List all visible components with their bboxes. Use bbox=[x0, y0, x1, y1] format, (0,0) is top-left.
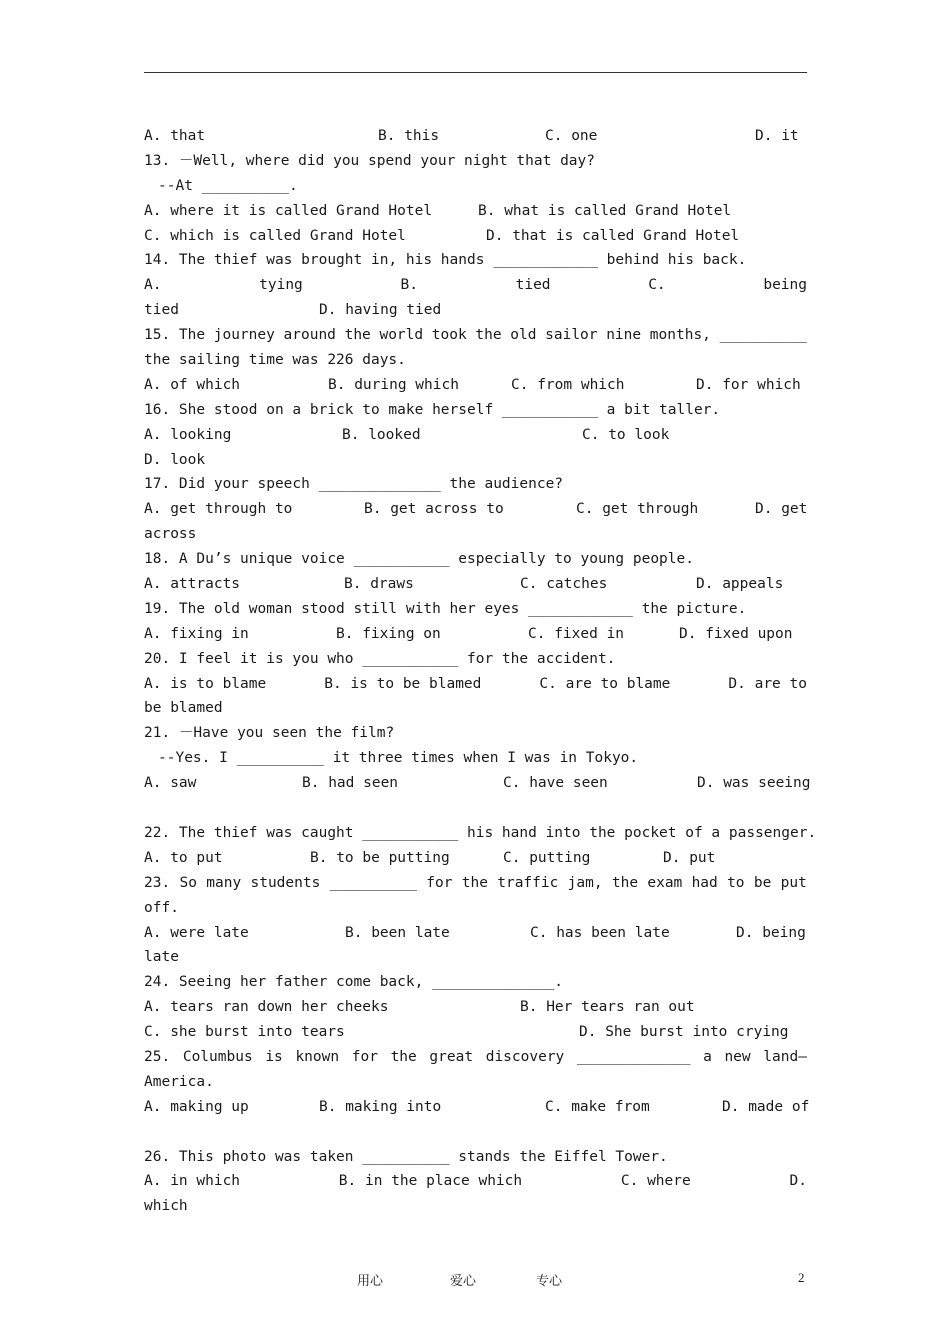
line-word: B. in the place which bbox=[338, 1173, 523, 1190]
line-word: D. are to bbox=[728, 675, 807, 692]
text-line bbox=[144, 746, 807, 771]
answer-option: C. fixed in bbox=[528, 625, 625, 642]
footer-motto-2: 爱心 bbox=[450, 1274, 477, 1289]
justified-line bbox=[144, 1045, 807, 1070]
line-word: jam, bbox=[567, 874, 603, 891]
line-text: be blamed bbox=[144, 700, 223, 717]
answer-option: D. fixed upon bbox=[679, 625, 793, 642]
blank-line bbox=[144, 796, 807, 821]
text-line bbox=[144, 248, 807, 273]
blank-line bbox=[144, 1120, 807, 1145]
line-text: 26. This photo was taken __________ stands the Eiffel Tower. bbox=[144, 1148, 668, 1165]
line-word: tying bbox=[259, 277, 303, 294]
line-word: 15. bbox=[144, 327, 171, 344]
answer-option: A. where it is called Grand Hotel bbox=[144, 202, 433, 219]
answer-option: A. looking bbox=[144, 426, 232, 443]
text-line bbox=[144, 1194, 807, 1219]
line-word: world bbox=[379, 327, 424, 344]
question-list bbox=[144, 124, 817, 1219]
text-line bbox=[144, 1145, 807, 1170]
text-line bbox=[144, 945, 807, 970]
line-text: 19. The old woman stood still with her eyes ____________ the picture. bbox=[144, 600, 747, 617]
answer-option: A. making up bbox=[144, 1098, 249, 1115]
line-word: __________ bbox=[719, 327, 807, 344]
options-line bbox=[144, 572, 807, 597]
answer-option: B. been late bbox=[345, 924, 450, 941]
page-number: 2 bbox=[798, 1270, 805, 1285]
line-word: the bbox=[475, 327, 502, 344]
answer-option: A. saw bbox=[144, 775, 197, 792]
text-line bbox=[144, 721, 807, 746]
justified-line bbox=[144, 323, 807, 348]
line-word: A. bbox=[144, 277, 162, 294]
answer-option: A. get through to bbox=[144, 501, 293, 518]
text-line bbox=[144, 597, 807, 622]
line-word: the bbox=[344, 327, 371, 344]
text-line bbox=[144, 472, 807, 497]
line-text: America. bbox=[144, 1073, 214, 1090]
line-word: journey bbox=[213, 327, 275, 344]
line-word: __________ bbox=[329, 874, 417, 891]
line-word: exam bbox=[647, 874, 683, 891]
options-line bbox=[144, 622, 807, 647]
answer-option: A. that bbox=[144, 128, 206, 144]
line-word: to bbox=[727, 874, 745, 891]
options-line bbox=[144, 373, 807, 398]
options-line bbox=[144, 298, 807, 323]
text-line bbox=[144, 647, 807, 672]
text-line bbox=[144, 448, 807, 473]
text-line bbox=[144, 821, 817, 846]
footer-motto-1: 用心 bbox=[357, 1274, 384, 1289]
options-line bbox=[144, 771, 811, 796]
answer-option: B. this bbox=[378, 128, 440, 144]
answer-option: D. was seeing bbox=[697, 775, 811, 792]
line-word: the bbox=[461, 874, 488, 891]
answer-option: B. fixing on bbox=[336, 625, 441, 642]
line-word: Columbus bbox=[182, 1048, 253, 1065]
answer-option: A. of which bbox=[144, 376, 241, 393]
line-word: C. bbox=[648, 277, 666, 294]
answer-option: D. that is called Grand Hotel bbox=[486, 227, 740, 244]
answer-option: A. tears ran down her cheeks bbox=[144, 999, 389, 1016]
text-line bbox=[144, 1070, 807, 1095]
options-line bbox=[144, 921, 807, 946]
line-word: nine bbox=[606, 327, 642, 344]
line-word: So bbox=[179, 874, 197, 891]
line-word: for bbox=[426, 874, 453, 891]
answer-option: B. draws bbox=[344, 576, 414, 593]
line-text: --At __________. bbox=[158, 177, 298, 194]
justified-line bbox=[144, 871, 807, 896]
answer-option: C. which is called Grand Hotel bbox=[144, 227, 406, 244]
answer-option: B. had seen bbox=[302, 775, 399, 792]
line-text: D. look bbox=[144, 451, 206, 468]
answer-option: A. were late bbox=[144, 924, 249, 941]
options-line bbox=[144, 846, 807, 871]
line-word: A. is to blame bbox=[144, 675, 267, 692]
answer-option: C. make from bbox=[545, 1098, 650, 1115]
line-word: D. bbox=[789, 1173, 807, 1190]
options-line bbox=[144, 199, 807, 224]
answer-option: C. get through bbox=[576, 501, 699, 518]
line-word: being bbox=[763, 277, 807, 294]
line-word: the bbox=[390, 1048, 417, 1065]
answer-option: C. has been late bbox=[530, 924, 670, 941]
line-word: many bbox=[206, 874, 242, 891]
answer-option: C. have seen bbox=[503, 775, 608, 792]
line-word: around bbox=[283, 327, 336, 344]
line-text: late bbox=[144, 949, 179, 966]
line-text: --Yes. I __________ it three times when I was in Tokyo. bbox=[158, 750, 639, 767]
answer-option: B. looked bbox=[342, 426, 421, 443]
justified-line bbox=[144, 1169, 807, 1194]
text-line bbox=[144, 696, 807, 721]
line-text: 22. The thief was caught ___________ his hand into the pocket of a passenger. bbox=[144, 824, 817, 841]
line-word: C. where bbox=[620, 1173, 691, 1190]
line-text: 13. －Well, where did you spend your night that day? bbox=[144, 152, 595, 169]
text-line bbox=[144, 896, 807, 921]
text-line bbox=[144, 149, 807, 174]
answer-option: B. get across to bbox=[364, 501, 504, 518]
text-line bbox=[144, 970, 807, 995]
line-word: months, bbox=[649, 327, 711, 344]
line-text: 16. She stood on a brick to make herself ___________ a bit taller. bbox=[144, 401, 721, 418]
header-rule bbox=[144, 72, 807, 73]
answer-option: B. Her tears ran out bbox=[520, 999, 695, 1016]
options-line bbox=[144, 1095, 810, 1120]
line-word: for bbox=[351, 1048, 378, 1065]
page-footer bbox=[0, 1270, 950, 1290]
line-word: had bbox=[691, 874, 718, 891]
answer-option: C. putting bbox=[503, 849, 591, 866]
answer-option: B. what is called Grand Hotel bbox=[478, 202, 732, 219]
line-word: land— bbox=[763, 1048, 807, 1065]
line-word: B. bbox=[400, 277, 418, 294]
answer-option: C. one bbox=[545, 128, 598, 144]
line-word: A. in which bbox=[144, 1173, 241, 1190]
line-text: 20. I feel it is you who ___________ for the accident. bbox=[144, 650, 616, 667]
justified-line bbox=[144, 273, 807, 298]
answer-option: D. She burst into crying bbox=[579, 1024, 789, 1041]
options-line bbox=[144, 423, 807, 448]
text-line bbox=[144, 348, 807, 373]
answer-option: A. to put bbox=[144, 849, 223, 866]
answer-option: A. fixing in bbox=[144, 625, 249, 642]
answer-option: C. to look bbox=[582, 426, 670, 443]
options-line bbox=[144, 497, 807, 522]
line-text: off. bbox=[144, 899, 179, 916]
text-line bbox=[144, 547, 807, 572]
line-text: 18. A Du’s unique voice ___________ especially to young people. bbox=[144, 551, 694, 568]
answer-option: C. she burst into tears bbox=[144, 1024, 345, 1041]
justified-line bbox=[144, 672, 807, 697]
answer-option: B. making into bbox=[319, 1098, 442, 1115]
line-word: 23. bbox=[144, 874, 171, 891]
line-word: _____________ bbox=[576, 1048, 691, 1065]
line-word: tied bbox=[515, 277, 551, 294]
text-line bbox=[144, 398, 807, 423]
line-text: 17. Did your speech ______________ the audience? bbox=[144, 476, 564, 493]
line-word: be bbox=[753, 874, 772, 891]
answer-option: D. being bbox=[736, 924, 806, 941]
line-text: 14. The thief was brought in, his hands ____________ behind his back. bbox=[144, 252, 747, 269]
line-text: 24. Seeing her father come back, ______________. bbox=[144, 974, 564, 991]
line-word: traffic bbox=[497, 874, 559, 891]
answer-option: D. appeals bbox=[696, 576, 784, 593]
line-word: discovery bbox=[485, 1048, 565, 1065]
line-word: students bbox=[250, 874, 321, 891]
answer-option: C. from which bbox=[511, 376, 625, 393]
line-word: known bbox=[295, 1048, 340, 1065]
options-line bbox=[144, 224, 807, 249]
answer-option: D. put bbox=[663, 849, 716, 866]
line-text: 21. －Have you seen the film? bbox=[144, 725, 395, 742]
line-word: new bbox=[724, 1048, 751, 1065]
options-line bbox=[144, 995, 807, 1020]
line-word: the bbox=[611, 874, 639, 891]
line-word: B. is to be blamed bbox=[324, 675, 482, 692]
line-word: sailor bbox=[545, 327, 598, 344]
answer-option: D. it bbox=[755, 128, 799, 144]
line-word: old bbox=[510, 327, 537, 344]
options-line bbox=[144, 1020, 807, 1045]
footer-motto-3: 专心 bbox=[536, 1274, 563, 1289]
line-word: great bbox=[429, 1048, 474, 1065]
line-word: a bbox=[703, 1048, 712, 1065]
line-word: C. are to blame bbox=[539, 675, 671, 692]
line-word: put bbox=[780, 874, 807, 891]
answer-option: A. attracts bbox=[144, 576, 241, 593]
options-line bbox=[144, 124, 807, 149]
line-word: took bbox=[431, 327, 467, 344]
text-line bbox=[144, 174, 807, 199]
line-word: is bbox=[265, 1048, 283, 1065]
answer-option: D. having tied bbox=[319, 302, 442, 319]
text-line bbox=[144, 522, 807, 547]
line-word: The bbox=[178, 327, 206, 344]
answer-option: D. made of bbox=[722, 1098, 810, 1115]
line-word: 25. bbox=[144, 1048, 171, 1065]
answer-option: D. get bbox=[755, 501, 808, 518]
line-text: across bbox=[144, 526, 197, 543]
answer-option: D. for which bbox=[696, 376, 801, 393]
answer-option: B. during which bbox=[328, 376, 459, 393]
line-text: the sailing time was 226 days. bbox=[144, 352, 406, 369]
answer-option: B. to be putting bbox=[310, 849, 450, 866]
line-text: which bbox=[144, 1198, 188, 1215]
answer-option: C. catches bbox=[520, 576, 608, 593]
answer-option: tied bbox=[144, 302, 179, 319]
